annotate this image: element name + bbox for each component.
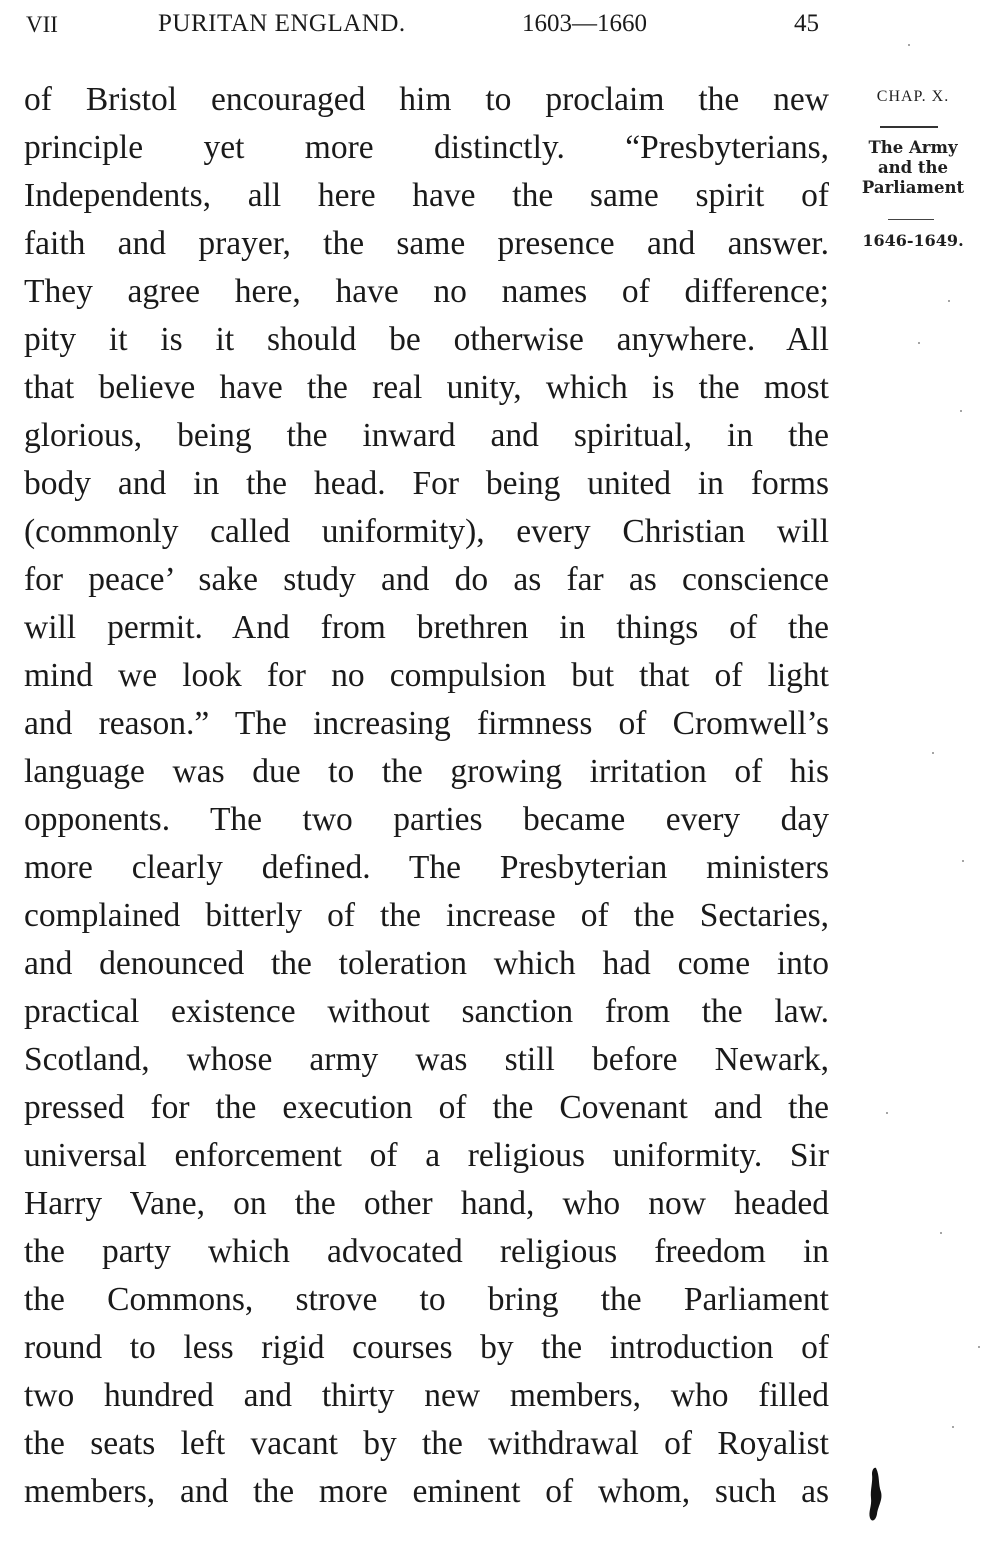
text-line: pressed for the execution of the Covenant and the xyxy=(24,1089,829,1126)
text-line: pity it is it should be otherwise anywhere. All xyxy=(24,321,829,358)
sidenote-topic-line: Parliament xyxy=(861,178,965,197)
text-line: language was due to the growing irritation of his xyxy=(24,753,829,790)
page-number: 45 xyxy=(794,10,819,37)
sidenote-topic-line: and the xyxy=(877,158,949,177)
ink-blot xyxy=(866,1466,884,1524)
text-line: glorious, being the inward and spiritual, in the xyxy=(24,417,829,454)
text-line: Independents, all here have the same spirit of xyxy=(24,177,829,214)
text-line: the Commons, strove to bring the Parliament xyxy=(24,1281,829,1318)
text-line: and denounced the toleration which had come into xyxy=(24,945,829,982)
text-line: round to less rigid courses by the introduction of xyxy=(24,1329,829,1366)
text-line: Harry Vane, on the other hand, who now headed xyxy=(24,1185,829,1222)
sidenote-chapter: CHAP. X. xyxy=(876,88,950,105)
running-head xyxy=(22,8,832,42)
text-line: the party which advocated religious freedom in xyxy=(24,1233,829,1270)
text-line: universal enforcement of a religious uniformity. Sir xyxy=(24,1137,829,1174)
text-line: practical existence without sanction from the law. xyxy=(24,993,829,1030)
text-line: the seats left vacant by the withdrawal of Royalist xyxy=(24,1425,829,1462)
text-line: opponents. The two parties became every day xyxy=(24,801,829,838)
running-head-chapter: VII xyxy=(26,12,58,37)
text-line: complained bitterly of the increase of the Sectaries, xyxy=(24,897,829,934)
sidenote-divider xyxy=(880,126,938,128)
text-line: more clearly defined. The Presbyterian ministers xyxy=(24,849,829,886)
body-text xyxy=(24,76,829,1516)
text-line: They agree here, have no names of difference; xyxy=(24,273,829,310)
text-line: for peace’ sake study and do as far as conscience xyxy=(24,561,829,598)
text-line: will permit. And from brethren in things of the xyxy=(24,609,829,646)
running-head-dates: 1603—1660 xyxy=(522,10,647,37)
running-head-title: PURITAN ENGLAND. xyxy=(158,10,406,37)
text-line: faith and prayer, the same presence and answer. xyxy=(24,225,829,262)
text-line: and reason.” The increasing firmness of Cromwell’s xyxy=(24,705,829,742)
text-line: (commonly called uniformity), every Christian will xyxy=(24,513,829,550)
sidenote-topic xyxy=(838,138,988,198)
sidenote-topic-line: The Army xyxy=(868,138,958,157)
text-line: of Bristol encouraged him to proclaim the new xyxy=(24,81,829,118)
text-line: members, and the more eminent of whom, such as xyxy=(24,1473,829,1510)
text-line: Scotland, whose army was still before Newark, xyxy=(24,1041,829,1078)
text-line: mind we look for no compulsion but that of light xyxy=(24,657,829,694)
sidenote-years: 1646-1649. xyxy=(862,231,964,250)
sidenote-divider xyxy=(888,219,934,220)
text-line: principle yet more distinctly. “Presbyterians, xyxy=(24,129,829,166)
text-line: two hundred and thirty new members, who filled xyxy=(24,1377,829,1414)
text-line: that believe have the real unity, which is the most xyxy=(24,369,829,406)
text-line: body and in the head. For being united in forms xyxy=(24,465,829,502)
